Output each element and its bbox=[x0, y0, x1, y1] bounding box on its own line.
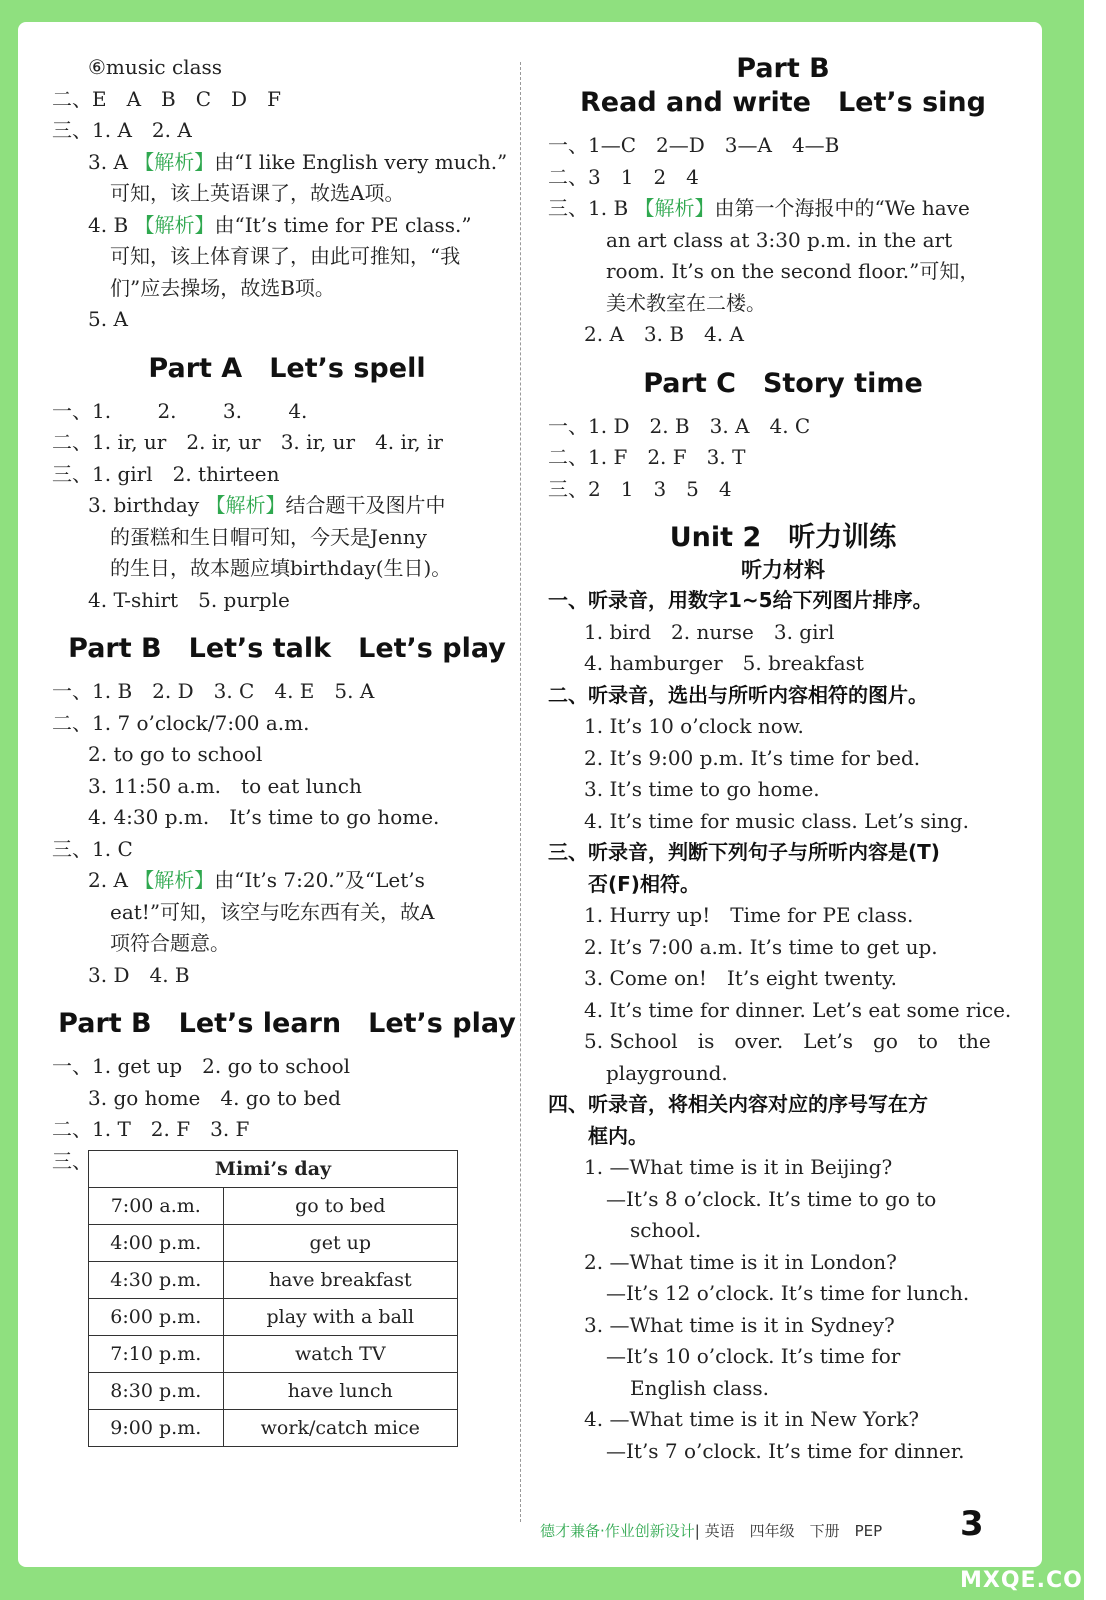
time-cell: 9:00 p.m. bbox=[89, 1409, 224, 1446]
table-title: Mimi’s day bbox=[89, 1150, 458, 1187]
time-cell: 7:10 p.m. bbox=[89, 1335, 224, 1372]
transcript-line: 2. —What time is it in London? bbox=[584, 1249, 897, 1274]
transcript-line: —It’s 10 o’clock. It’s time for bbox=[606, 1344, 901, 1368]
activity-cell: watch TV bbox=[223, 1335, 457, 1372]
listening-section-title: 一、听录音，用数字1~5给下列图片排序。 bbox=[548, 588, 933, 612]
right-column bbox=[548, 52, 1018, 1467]
explanation-line: 们”应去操场，故选B项。 bbox=[110, 275, 335, 300]
table-row bbox=[89, 1187, 458, 1224]
answer-line: 一、1. B 2. D 3. C 4. E 5. A bbox=[52, 679, 375, 703]
column-divider bbox=[520, 62, 521, 1522]
answer-line: 2. A 3. B 4. A bbox=[584, 322, 744, 346]
explanation-line: 的生日，故本题应填birthday(生日)。 bbox=[110, 556, 452, 580]
answer-page bbox=[18, 22, 1042, 1567]
table-row bbox=[89, 1261, 458, 1298]
answer-line: 三、1. girl 2. thirteen bbox=[52, 461, 280, 486]
answer-line: 一、1. D 2. B 3. A 4. C bbox=[548, 413, 811, 438]
answer-line: 二、3 1 2 4 bbox=[548, 164, 699, 189]
answer-line: 一、1. get up 2. go to school bbox=[52, 1054, 351, 1078]
transcript-line: 1. Hurry up! Time for PE class. bbox=[584, 903, 914, 927]
listening-section-title: 三、听录音，判断下列句子与所听内容是(T) bbox=[548, 840, 940, 864]
transcript-line: 2. It’s 7:00 a.m. It’s time to get up. bbox=[584, 934, 938, 959]
explanation-line: 项符合题意。 bbox=[110, 931, 230, 955]
footer-subject: | 英语 四年级 下册 PEP bbox=[694, 1522, 883, 1540]
answer-line: 2. to go to school bbox=[88, 742, 263, 766]
explanation-line: 可知，该上体育课了，由此可推知，“我 bbox=[110, 244, 461, 268]
listening-section-title-cont: 框内。 bbox=[588, 1123, 648, 1148]
table-row bbox=[89, 1409, 458, 1446]
unit-subtitle: 听力材料 bbox=[741, 558, 825, 582]
listening-section-title: 四、听录音，将相关内容对应的序号写在方 bbox=[548, 1092, 928, 1116]
answer-line: 一、1. 2. 3. 4. bbox=[52, 398, 308, 423]
answer-line-explained: 三、1. B 【解析】由第一个海报中的“We have bbox=[548, 196, 970, 220]
answer-line: 二、1. ir, ur 2. ir, ur 3. ir, ur 4. ir, ir bbox=[52, 430, 443, 454]
page-number: 3 bbox=[960, 1504, 984, 1544]
answer-line: 二、1. F 2. F 3. T bbox=[548, 445, 746, 469]
answer-line: 二、1. T 2. F 3. F bbox=[52, 1117, 250, 1141]
answer-line: 三、1. A 2. A bbox=[52, 118, 192, 142]
table-row bbox=[89, 1335, 458, 1372]
transcript-line: —It’s 7 o’clock. It’s time for dinner. bbox=[606, 1438, 965, 1463]
section-title-spell: Part A Let’s spell bbox=[148, 352, 426, 384]
table-row bbox=[89, 1372, 458, 1409]
section-title-talk: Part B Let’s talk Let’s play bbox=[68, 633, 506, 664]
page-footer bbox=[540, 1520, 882, 1541]
time-cell: 4:00 p.m. bbox=[89, 1224, 224, 1261]
activity-cell: work/catch mice bbox=[223, 1409, 457, 1446]
answer-line: 一、1—C 2—D 3—A 4—B bbox=[548, 133, 840, 157]
transcript-line: 2. It’s 9:00 p.m. It’s time for bed. bbox=[584, 745, 921, 770]
time-cell: 4:30 p.m. bbox=[89, 1261, 224, 1298]
answer-line: ⑥music class bbox=[88, 55, 223, 79]
section-title-partb: Part B bbox=[736, 53, 830, 84]
section-title-learn: Part B Let’s learn Let’s play bbox=[58, 1008, 516, 1039]
transcript-line: 5. School is over. Let’s go to the bbox=[584, 1029, 991, 1053]
answer-line: 3. 11:50 a.m. to eat lunch bbox=[88, 773, 362, 798]
left-column bbox=[52, 52, 522, 1456]
section-title-story: Part C Story time bbox=[643, 367, 923, 399]
time-cell: 6:00 p.m. bbox=[89, 1298, 224, 1335]
transcript-line: 1. It’s 10 o’clock now. bbox=[584, 714, 804, 738]
activity-cell: play with a ball bbox=[223, 1298, 457, 1335]
answer-line: 3. go home 4. go to bed bbox=[88, 1085, 341, 1110]
table-label: 三、 bbox=[52, 1148, 92, 1173]
answer-line: 二、E A B C D F bbox=[52, 86, 281, 111]
transcript-line: 4. hamburger 5. breakfast bbox=[584, 651, 864, 675]
answer-line-explained: 3. A 【解析】由“I like English very much.” bbox=[88, 149, 508, 174]
transcript-line: 1. —What time is it in Beijing? bbox=[584, 1155, 893, 1179]
transcript-line: 4. It’s time for music class. Let’s sing. bbox=[584, 808, 969, 833]
answer-line-explained: 2. A 【解析】由“It’s 7:20.”及“Let’s bbox=[88, 868, 425, 892]
transcript-line: 3. It’s time to go home. bbox=[584, 777, 820, 801]
transcript-line: 1. bird 2. nurse 3. girl bbox=[584, 619, 835, 644]
activity-cell: go to bed bbox=[223, 1187, 457, 1224]
transcript-line: 4. It’s time for dinner. Let’s eat some rice. bbox=[584, 997, 1012, 1022]
mimi-day-table bbox=[88, 1150, 458, 1447]
activity-cell: have breakfast bbox=[223, 1261, 457, 1298]
answer-line-explained: 3. birthday 【解析】结合题干及图片中 bbox=[88, 493, 446, 517]
footer-brand: 德才兼备·作业创新设计 bbox=[540, 1522, 695, 1540]
table-row bbox=[89, 1298, 458, 1335]
transcript-line: 3. —What time is it in Sydney? bbox=[584, 1312, 895, 1337]
listening-section-title: 二、听录音，选出与所听内容相符的图片。 bbox=[548, 682, 928, 707]
transcript-line: 4. —What time is it in New York? bbox=[584, 1407, 919, 1431]
activity-cell: get up bbox=[223, 1224, 457, 1261]
transcript-line: school. bbox=[630, 1218, 702, 1242]
explanation-line: an art class at 3:30 p.m. in the art bbox=[606, 227, 953, 252]
explanation-line: eat!”可知，该空与吃东西有关，故A bbox=[110, 899, 435, 924]
answer-line-explained: 4. B 【解析】由“It’s time for PE class.” bbox=[88, 212, 472, 237]
explanation-line: 可知，该上英语课了，故选A项。 bbox=[110, 181, 405, 205]
explanation-line: room. It’s on the second floor.”可知， bbox=[606, 259, 980, 283]
answer-line: 4. T-shirt 5. purple bbox=[88, 587, 290, 612]
transcript-line: playground. bbox=[606, 1060, 728, 1085]
transcript-line: 3. Come on! It’s eight twenty. bbox=[584, 966, 898, 990]
transcript-line: —It’s 12 o’clock. It’s time for lunch. bbox=[606, 1281, 970, 1305]
answer-line: 5. A bbox=[88, 307, 128, 331]
table-row bbox=[89, 1224, 458, 1261]
time-cell: 7:00 a.m. bbox=[89, 1187, 224, 1224]
time-cell: 8:30 p.m. bbox=[89, 1372, 224, 1409]
mimi-table-block bbox=[52, 1146, 522, 1456]
answer-line: 三、2 1 3 5 4 bbox=[548, 476, 732, 501]
explanation-line: 美术教室在二楼。 bbox=[606, 290, 766, 315]
answer-line: 二、1. 7 o’clock/7:00 a.m. bbox=[52, 710, 310, 735]
transcript-line: —It’s 8 o’clock. It’s time to go to bbox=[606, 1186, 937, 1211]
answer-line: 三、1. C bbox=[52, 836, 133, 861]
activity-cell: have lunch bbox=[223, 1372, 457, 1409]
transcript-line: English class. bbox=[630, 1375, 769, 1400]
answer-line: 3. D 4. B bbox=[88, 962, 190, 987]
unit-title: Unit 2 听力训练 bbox=[669, 522, 897, 553]
explanation-line: 的蛋糕和生日帽可知，今天是Jenny bbox=[110, 524, 427, 549]
listening-section-title-cont: 否(F)相符。 bbox=[588, 871, 700, 896]
section-title-read-write: Read and write Let’s sing bbox=[580, 87, 986, 118]
answer-line: 4. 4:30 p.m. It’s time to go home. bbox=[88, 805, 440, 829]
watermark: MXQE.COM bbox=[960, 1568, 1106, 1593]
